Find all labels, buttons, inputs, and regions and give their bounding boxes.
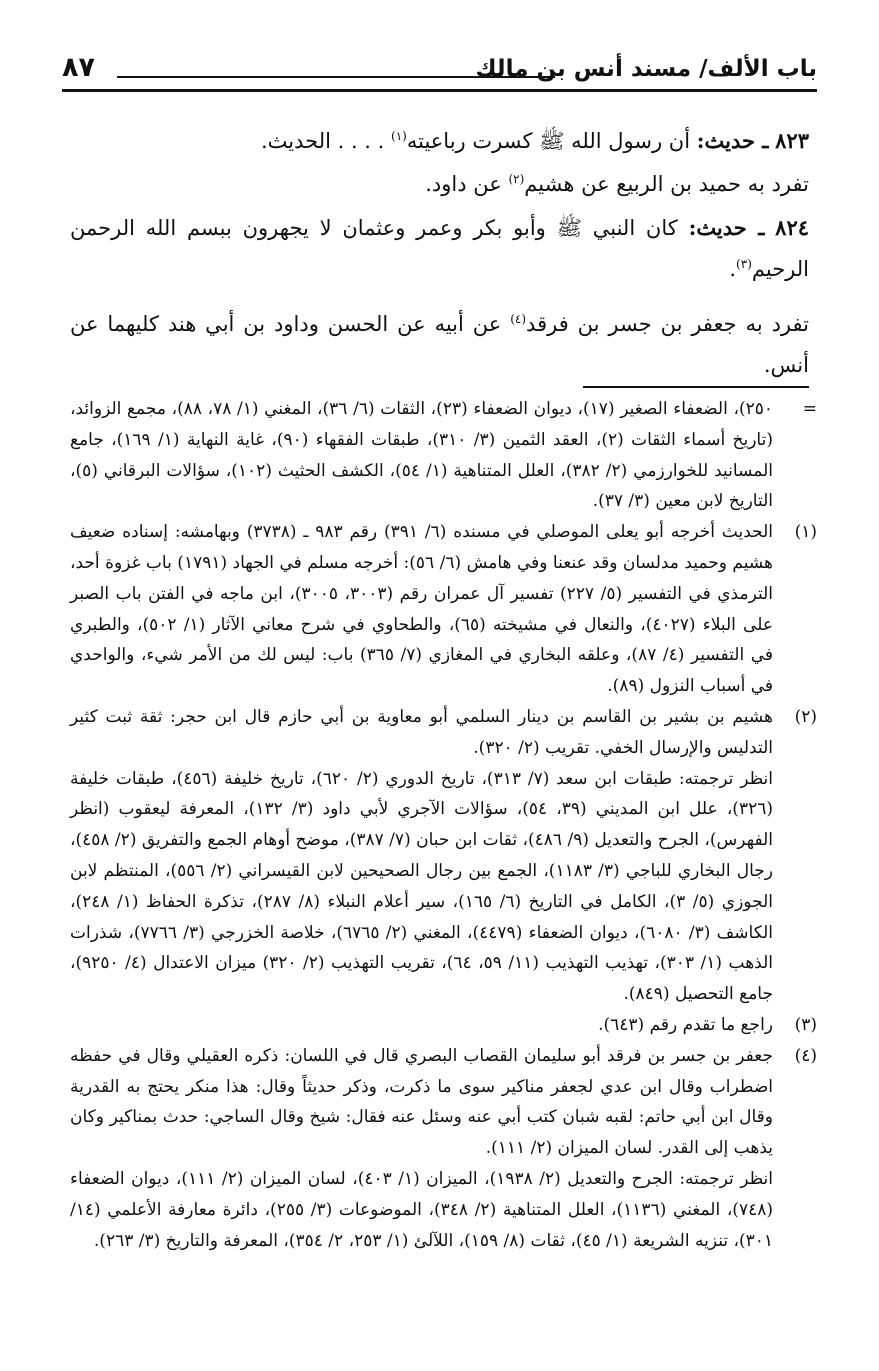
footnotes <box>70 394 817 1256</box>
hadith-824-note <box>70 304 809 386</box>
hadith-tail: . . . . الحديث. <box>260 129 385 153</box>
footnote-separator <box>583 386 809 388</box>
footnote-continuation <box>70 394 817 517</box>
footnote-text: جعفر بن جسر بن فرقد أبو سليمان القصاب البصري قال في اللسان: ذكره العقيلي وقال في حفظه اضطراب وقال ابن عدي لجعفر مناكير سوى ما ذكرت، وذكر حديثاً وقال: هذا منكر يحتج به القدرية وقال ابن أبي حاتم: لقبه شبان كتب أبي عنه وسئل عنه فقال: شيخ وقال الساجي: حدث بمناكير وكان يذهب إلى القدر. لسان الميزان (٢/ ١١١). <box>70 1045 773 1159</box>
main-text <box>70 120 809 388</box>
footnote-2 <box>70 702 817 1010</box>
hadith-label: حديث: <box>696 128 755 153</box>
hadith-824: ٨٢٤ ـ حديث: كان النبي ﷺ وأبو بكر وعمر وعثمان لا يجهرون ببسم الله الرحمن الرحيم$^{(٣)}$. <box>70 215 810 281</box>
footnote-ref: (٢) <box>508 172 525 186</box>
note-text: تفرد به حميد بن الربيع عن هشيم <box>524 172 809 196</box>
footnote-mark: = <box>802 399 817 419</box>
running-head <box>62 48 817 92</box>
hadith-text: كان النبي ﷺ وأبو بكر وعمر وعثمان لا يجهرون ببسم الله الرحمن الرحيم <box>70 216 809 281</box>
footnote-text: الحديث أخرجه أبو يعلى الموصلي في مسنده (٦/ ٣٩١) رقم ٩٨٣ ـ (٣٧٣٨) وبهامشه: إسناده ضعيف هشيم وحميد مدلسان وقد عنعنا وفي هامش (٦/ ٥٦): أخرجه مسلم في الجهاد (١٧٩١) باب غزوة أحد، الترمذي في التفسير (٥/ ٢٢٧) تفسير آل عمران رقم (٣٠٠٣، ٣٠٠٥)، ابن ماجه في الفتن باب الصبر على البلاء (٤٠٢٧)، والنعال في مشيخته (٦٥)، والطحاوي في شرح معاني الآثار (١/ ٥٠٢)، والطبري في التفسير (٤/ ٨٧)، وعلقه البخاري في المغازي (٧/ ٣٦٥) باب: ليس لك من الأمر شيء، والواحدي في أسباب النزول (٨٩). <box>70 522 773 697</box>
note-tail: عن أبيه عن الحسن وداود بن أبي هند كليهما عن أنس. <box>70 312 809 377</box>
title-underline <box>117 76 555 78</box>
footnote-ref: (٤) <box>510 312 527 326</box>
footnote-text: راجع ما تقدم رقم (٦٤٣). <box>598 1014 773 1035</box>
footnote-text: ٢٥٠)، الضعفاء الصغير (١٧)، ديوان الضعفاء (٢٣)، الثقات (٦/ ٣٦)، المغني (١/ ٧٨، ٨٨)، مجمع الزوائد، (تاريخ أسماء الثقات (٢)، العقد الثمين (٣/ ٣١٠)، طبقات الفقهاء (٩٠)، غاية النهاية (١/ ١٦٩)، جامع المسانيد للخوارزمي (٢/ ٣٨٢)، العلل المتناهية (١/ ٥٤)، الكشف الحثيث (١٠٢)، سؤالات البرقاني (٥)، التاريخ لابن معين (٣/ ٣٧). <box>70 399 773 512</box>
note-text: تفرد به جعفر بن جسر بن فرقد <box>526 312 809 336</box>
footnote-ref: (٣) <box>736 257 752 271</box>
footnote-mark: (٣) <box>794 1014 817 1035</box>
hadith-number: ٨٢٣ <box>775 128 809 153</box>
hadith-823: ٨٢٣ ـ حديث: أن رسول الله ﷺ كسرت رباعيته$^{(١)}$ . . . . الحديث. <box>260 128 809 153</box>
footnote-mark: (٢) <box>794 706 817 727</box>
hadith-number: ٨٢٤ <box>775 215 810 240</box>
footnote-text: انظر ترجمته: الجرح والتعديل (٢/ ١٩٣٨)، الميزان (١/ ٤٠٣)، لسان الميزان (٢/ ١١١)، ديوان الضعفاء (٧٤٨)، المغني (١١٣٦)، العلل المتناهية (٢/ ٣٤٨)، الموضوعات (٣/ ٢٥٥)، دائرة معارفة الأعلمي (١٤/ ٣٠١)، تنزيه الشريعة (١/ ٤٥)، ثقات (٨/ ١٥٩)، اللآلئ (١/ ٢٥٣، ٢/ ٣٥٤)، المعرفة والتاريخ (٣/ ٢٦٣). <box>70 1168 773 1251</box>
footnote-3 <box>70 1010 817 1041</box>
page-number: ٨٧ <box>62 52 95 83</box>
hadith-823-note <box>70 164 809 205</box>
footnote-1 <box>70 517 817 702</box>
footnote-mark: (١) <box>794 522 817 543</box>
footnote-text: انظر ترجمته: طبقات ابن سعد (٧/ ٣١٣)، تاريخ الدوري (٢/ ٦٢٠)، تاريخ خليفة (٤٥٦)، طبقات خليفة (٣٢٦)، علل ابن المديني (٣٩، ٥٤)، سؤالات الآجري لأبي داود (٣/ ١٣٢)، المعرفة ليعقوب (انظر الفهرس)، الجرح والتعديل (٩/ ٤٨٦)، ثقات ابن حبان (٧/ ٣٨٧)، موضح أوهام الجمع والتفريق (٢/ ٤٥٨)، رجال البخاري للباجي (٣/ ١١٨٣)، الجمع بين رجال الصحيحين لابن القيسراني (٢/ ٥٥٦)، المنتظم لابن الجوزي (٥/ ٣)، الكامل في التاريخ (٦/ ١٦٥)، سير أعلام النبلاء (٨/ ٢٨٧)، تذكرة الحفاظ (١/ ٢٤٨)، الكاشف (٣/ ٦٠٨٠)، ديوان الضعفاء (٤٤٧٩)، المغني (٢/ ٦٧٦٥)، خلاصة الخزرجي (٣/ ٧٧٦٦)، شذرات الذهب (١/ ٣٠٣)، تهذيب التهذيب (١١/ ٥٩، ٦٤)، تقريب التهذيب (٢/ ٣٢٠) ميزان الاعتدال (٤/ ٩٢٥٠)، جامع التحصيل (٨٤٩). <box>70 768 773 1005</box>
footnote-4 <box>70 1041 817 1257</box>
footnote-text: هشيم بن بشير بن القاسم بن دينار السلمي أبو معاوية بن أبي حازم قال ابن حجر: ثقة ثبت كثير التدليس والإرسال الخفي. تقريب (٢/ ٣٢٠). <box>70 706 773 758</box>
hadith-text: أن رسول الله ﷺ كسرت رباعيته <box>406 129 691 153</box>
hadith-label: حديث: <box>688 215 747 240</box>
footnote-ref: (١) <box>391 129 407 143</box>
hadith-tail: . <box>729 257 737 281</box>
header-rule <box>62 89 817 92</box>
note-tail: عن داود. <box>425 172 502 196</box>
footnote-mark: (٤) <box>794 1045 817 1066</box>
running-title: باب الألف/ مسند أنس بن مالك <box>475 56 817 82</box>
